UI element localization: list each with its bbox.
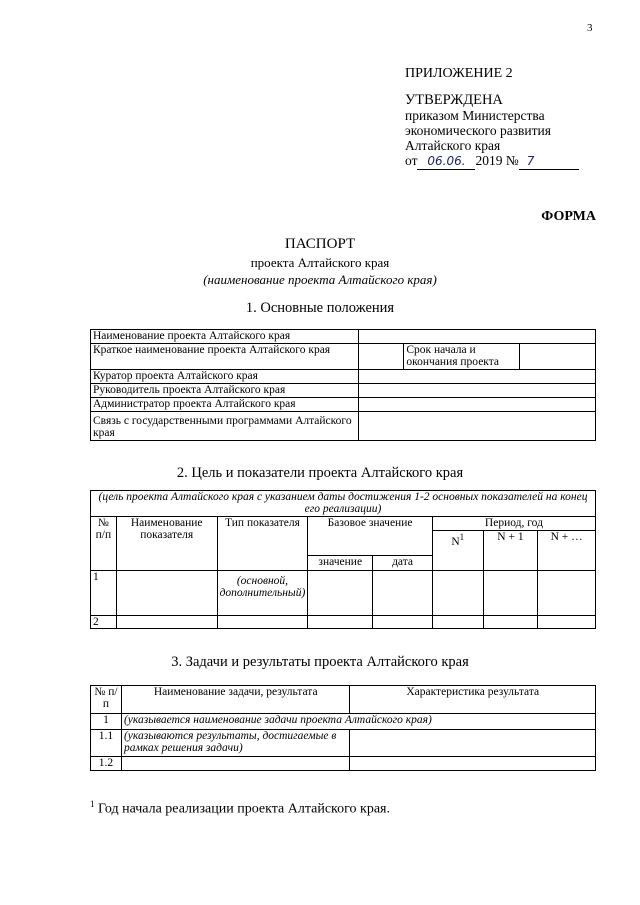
table-row [91,714,596,730]
admin-value [358,398,596,412]
project-name-label: Наименование проекта Алтайского края [91,330,359,344]
table-row [91,344,596,370]
row-1-cell [538,571,596,616]
curator-value [358,370,596,384]
curator-label: Куратор проекта Алтайского края [91,370,359,384]
row-1-cell [308,571,373,616]
row-2-cell [116,616,217,629]
document-subtitle-italic: (наименование проекта Алтайского края) [203,272,437,287]
row-1-num: 1 [91,571,117,616]
col-name-header: Наименование показателя [116,517,217,571]
row-1-2-characteristic [350,757,596,771]
row-1-2-num: 1.2 [91,757,122,771]
row-1-name [116,571,217,616]
goal-note: (цель проекта Алтайского края с указанием даты достижения 1-2 основных показателей на конец его реализации) [91,491,596,517]
period-n-header: $N^1$ [432,531,483,571]
table-row [91,412,596,441]
table-row [91,330,596,344]
section-2-heading: 2. Цель и показатели проекта Алтайского края [176,465,464,481]
row-1-1-num: 1.1 [91,730,122,757]
start-end-value [520,344,596,370]
row-1-type: (основной, дополнительный) [217,571,308,616]
row-2-cell [432,616,483,629]
approval-line-3: Алтайского края [405,138,501,153]
table-row [91,398,596,412]
order-year: 2019 № [475,153,519,168]
footnote [90,799,390,818]
document-title: ПАСПОРТ [284,236,356,252]
table-row [91,370,596,384]
table-row [91,686,596,714]
section-1-heading: 1. Основные положения [245,300,395,316]
head-label: Руководитель проекта Алтайского края [91,384,359,398]
col-date-header: дата [373,556,433,571]
row-1-2-result [121,757,350,771]
row-1-cell [483,571,538,616]
table-row [91,491,596,517]
order-date-line [405,153,579,170]
row-1-num: 1 [91,714,122,730]
col-base-header: Базовое значение [308,517,433,556]
handwritten-date: 06.06. [417,154,475,170]
footnote-text: Год начала реализации проекта Алтайского края. [94,801,390,817]
col-task-header: Наименование задачи, результата [121,686,350,714]
table-row [91,730,596,757]
short-name-label: Краткое наименование проекта Алтайского края [91,344,359,370]
page-number: 3 [587,22,593,34]
programs-label: Связь с государственными программами Алтайского края [91,412,359,441]
goals-indicators-table [90,490,596,629]
row-1-1-characteristic [350,730,596,757]
row-1-cell [432,571,483,616]
row-2-num: 2 [91,616,117,629]
row-1-task: (указывается наименование задачи проекта Алтайского края) [121,714,595,730]
short-name-value [358,344,404,370]
document-subtitle: проекта Алтайского края [250,255,390,270]
period-nplus-header: N + … [538,531,596,571]
footnote-marker: 1 [90,799,95,809]
project-name-value [358,330,596,344]
approval-line-2: экономического развития [405,123,551,138]
row-2-cell [373,616,433,629]
tasks-results-table [90,685,596,771]
approval-line-1: приказом Министерства [405,108,545,123]
row-2-cell [483,616,538,629]
section-3-heading: 3. Задачи и результаты проекта Алтайского края [171,654,469,670]
row-2-cell [217,616,308,629]
approved-label: УТВЕРЖДЕНА [405,92,503,108]
row-2-cell [308,616,373,629]
col-num-header: № п/п [91,686,122,714]
row-1-cell [373,571,433,616]
appendix-label: ПРИЛОЖЕНИЕ 2 [405,66,513,81]
table-row [91,517,596,531]
date-prefix: от [405,153,418,168]
table-row [91,757,596,771]
row-1-1-result: (указываются результаты, достигаемые в рамках решения задачи) [121,730,350,757]
main-provisions-table [90,329,596,441]
col-num-header: № п/п [91,517,117,571]
approval-block [405,93,579,170]
col-period-header: Период, год [432,517,595,531]
table-row [91,384,596,398]
col-type-header: Тип показателя [217,517,308,571]
col-result-header: Характеристика результата [350,686,596,714]
row-2-cell [538,616,596,629]
form-label: ФОРМА [541,209,596,224]
head-value [358,384,596,398]
table-row [91,571,596,616]
handwritten-number: 7 [519,154,579,170]
admin-label: Администратор проекта Алтайского края [91,398,359,412]
table-row [91,616,596,629]
programs-value [358,412,596,441]
start-end-label: Срок начала и окончания проекта [404,344,520,370]
period-n1-header: N + 1 [483,531,538,571]
col-value-header: значение [308,556,373,571]
